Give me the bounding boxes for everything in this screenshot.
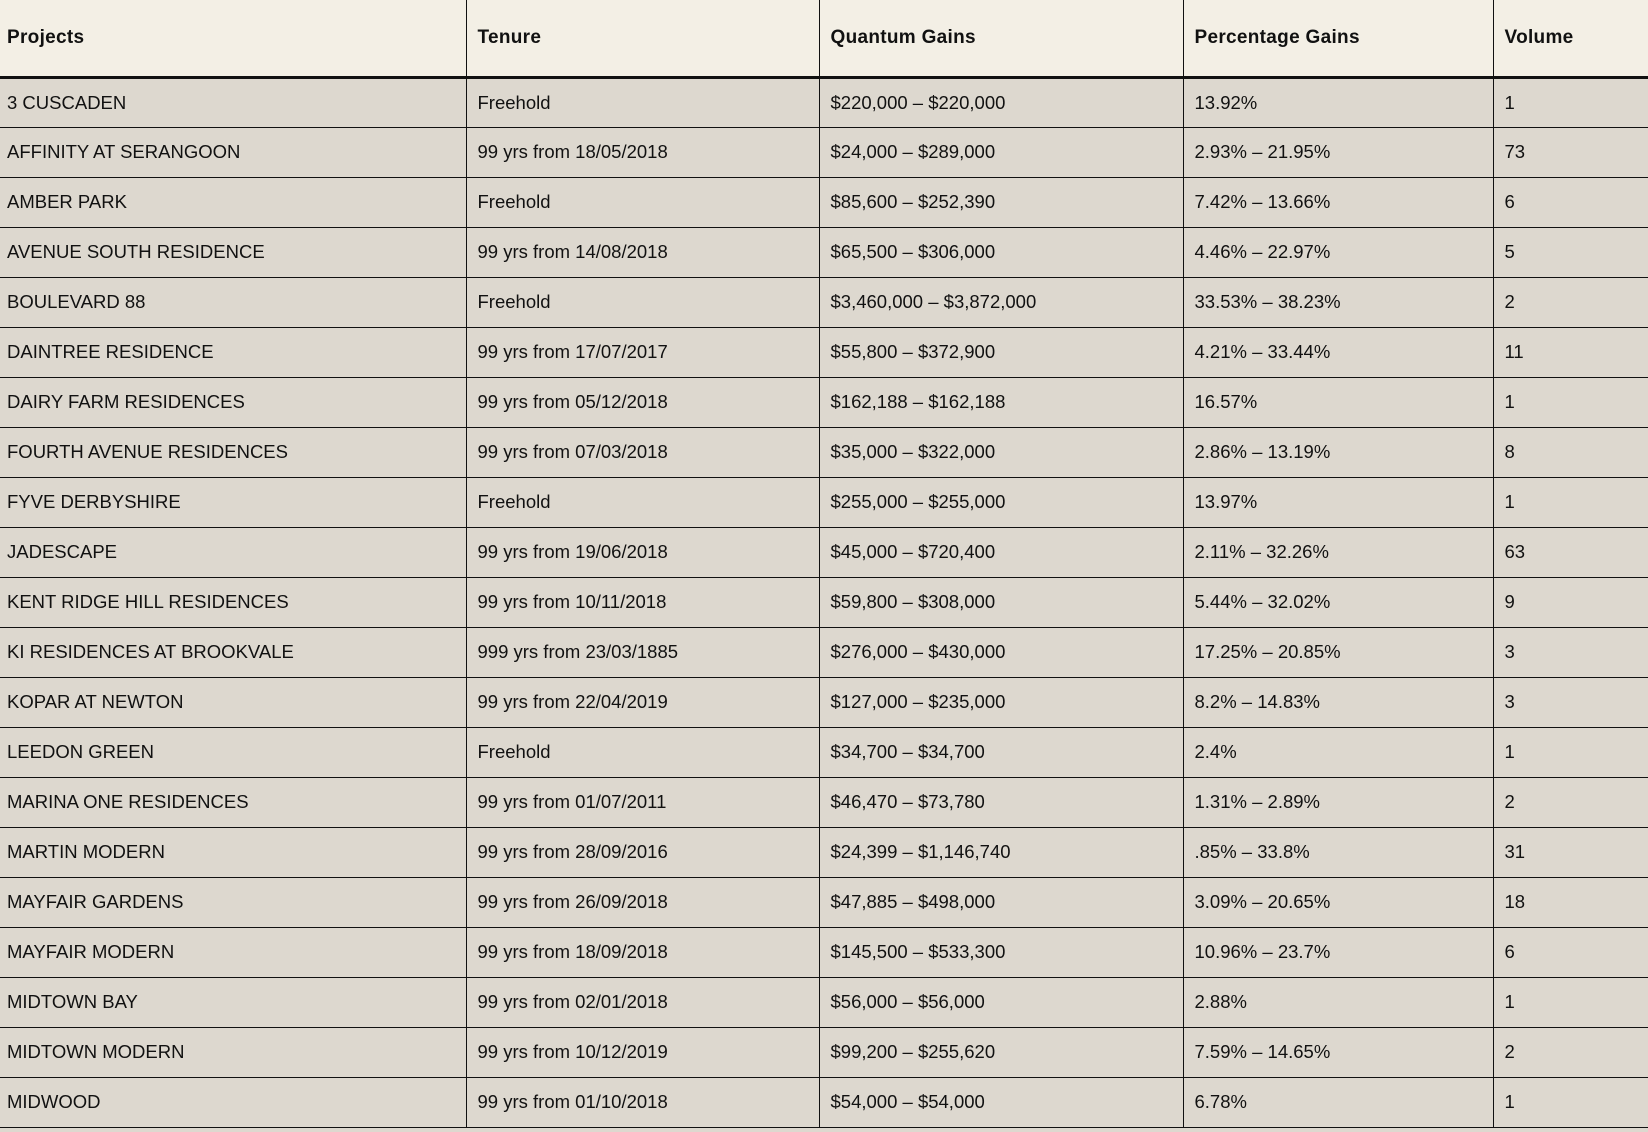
table-row — [0, 777, 1648, 827]
tenure-cell: 99 yrs from 18/05/2018 — [466, 127, 819, 177]
percentage-gains-cell: 10.96% – 23.7% — [1183, 927, 1493, 977]
project-cell: MIDTOWN MODERN — [0, 1027, 466, 1077]
volume-cell: 1 — [1493, 1077, 1648, 1127]
column-header-percentage-gains[interactable]: Percentage Gains — [1183, 0, 1493, 77]
volume-cell: 2 — [1493, 1027, 1648, 1077]
volume-cell: 2 — [1493, 777, 1648, 827]
quantum-gains-cell: $99,200 – $255,620 — [819, 1027, 1183, 1077]
project-cell: MARTIN MODERN — [0, 827, 466, 877]
volume-cell: 6 — [1493, 927, 1648, 977]
tenure-cell: 99 yrs from 10/12/2019 — [466, 1027, 819, 1077]
project-cell: MAYFAIR GARDENS — [0, 877, 466, 927]
percentage-gains-cell: 3.09% – 20.65% — [1183, 877, 1493, 927]
volume-cell: 3 — [1493, 627, 1648, 677]
percentage-gains-cell: 2.86% – 13.19% — [1183, 427, 1493, 477]
project-cell: DAINTREE RESIDENCE — [0, 327, 466, 377]
percentage-gains-cell: 5.44% – 32.02% — [1183, 577, 1493, 627]
table-row — [0, 227, 1648, 277]
volume-cell: 1 — [1493, 477, 1648, 527]
table-row — [0, 727, 1648, 777]
quantum-gains-cell: $162,188 – $162,188 — [819, 377, 1183, 427]
volume-cell: 8 — [1493, 427, 1648, 477]
quantum-gains-cell: $24,399 – $1,146,740 — [819, 827, 1183, 877]
table-row — [0, 177, 1648, 227]
percentage-gains-cell: 2.11% – 32.26% — [1183, 527, 1493, 577]
project-cell: JADESCAPE — [0, 527, 466, 577]
table-row — [0, 427, 1648, 477]
table-row — [0, 877, 1648, 927]
table-row — [0, 677, 1648, 727]
volume-cell: 1 — [1493, 77, 1648, 127]
tenure-cell: 999 yrs from 23/03/1885 — [466, 627, 819, 677]
tenure-cell: 99 yrs from 28/09/2016 — [466, 827, 819, 877]
project-cell: FYVE DERBYSHIRE — [0, 477, 466, 527]
project-cell: MARINA ONE RESIDENCES — [0, 777, 466, 827]
percentage-gains-cell: .85% – 33.8% — [1183, 827, 1493, 877]
tenure-cell: Freehold — [466, 727, 819, 777]
percentage-gains-cell: 13.97% — [1183, 477, 1493, 527]
tenure-cell: Freehold — [466, 477, 819, 527]
tenure-cell: 99 yrs from 01/07/2011 — [466, 777, 819, 827]
project-cell: AMBER PARK — [0, 177, 466, 227]
quantum-gains-cell: $220,000 – $220,000 — [819, 77, 1183, 127]
project-cell: LEEDON GREEN — [0, 727, 466, 777]
quantum-gains-cell: $46,470 – $73,780 — [819, 777, 1183, 827]
table-row — [0, 1027, 1648, 1077]
table-row — [0, 127, 1648, 177]
volume-cell: 63 — [1493, 527, 1648, 577]
table-row — [0, 277, 1648, 327]
percentage-gains-cell: 13.92% — [1183, 77, 1493, 127]
volume-cell: 3 — [1493, 677, 1648, 727]
quantum-gains-cell: $127,000 – $235,000 — [819, 677, 1183, 727]
percentage-gains-cell: 4.46% – 22.97% — [1183, 227, 1493, 277]
quantum-gains-cell: $54,000 – $54,000 — [819, 1077, 1183, 1127]
tenure-cell: 99 yrs from 10/11/2018 — [466, 577, 819, 627]
percentage-gains-cell: 17.25% – 20.85% — [1183, 627, 1493, 677]
project-cell: AVENUE SOUTH RESIDENCE — [0, 227, 466, 277]
percentage-gains-cell: 1.31% – 2.89% — [1183, 777, 1493, 827]
table-row — [0, 927, 1648, 977]
column-header-projects[interactable]: Projects — [0, 0, 466, 77]
project-cell: KOPAR AT NEWTON — [0, 677, 466, 727]
quantum-gains-cell: $276,000 – $430,000 — [819, 627, 1183, 677]
project-cell: AFFINITY AT SERANGOON — [0, 127, 466, 177]
project-cell: BOULEVARD 88 — [0, 277, 466, 327]
quantum-gains-cell: $85,600 – $252,390 — [819, 177, 1183, 227]
volume-cell: 1 — [1493, 377, 1648, 427]
project-cell: KENT RIDGE HILL RESIDENCES — [0, 577, 466, 627]
project-cell: 3 CUSCADEN — [0, 77, 466, 127]
volume-cell: 11 — [1493, 327, 1648, 377]
percentage-gains-cell: 2.88% — [1183, 977, 1493, 1027]
tenure-cell: 99 yrs from 05/12/2018 — [466, 377, 819, 427]
percentage-gains-cell: 7.59% – 14.65% — [1183, 1027, 1493, 1077]
quantum-gains-cell: $45,000 – $720,400 — [819, 527, 1183, 577]
table-row — [0, 977, 1648, 1027]
tenure-cell: Freehold — [466, 277, 819, 327]
quantum-gains-cell: $35,000 – $322,000 — [819, 427, 1183, 477]
table-row — [0, 477, 1648, 527]
header-row — [0, 0, 1648, 77]
tenure-cell: 99 yrs from 17/07/2017 — [466, 327, 819, 377]
table-body — [0, 77, 1648, 1127]
table-header — [0, 0, 1648, 77]
volume-cell: 18 — [1493, 877, 1648, 927]
tenure-cell: 99 yrs from 22/04/2019 — [466, 677, 819, 727]
percentage-gains-cell: 6.78% — [1183, 1077, 1493, 1127]
project-cell: KI RESIDENCES AT BROOKVALE — [0, 627, 466, 677]
percentage-gains-cell: 4.21% – 33.44% — [1183, 327, 1493, 377]
column-header-volume[interactable]: Volume — [1493, 0, 1648, 77]
table-row — [0, 77, 1648, 127]
quantum-gains-cell: $145,500 – $533,300 — [819, 927, 1183, 977]
volume-cell: 6 — [1493, 177, 1648, 227]
tenure-cell: 99 yrs from 26/09/2018 — [466, 877, 819, 927]
project-cell: FOURTH AVENUE RESIDENCES — [0, 427, 466, 477]
table-row — [0, 627, 1648, 677]
tenure-cell: 99 yrs from 07/03/2018 — [466, 427, 819, 477]
project-cell: MIDWOOD — [0, 1077, 466, 1127]
project-cell: DAIRY FARM RESIDENCES — [0, 377, 466, 427]
quantum-gains-cell: $3,460,000 – $3,872,000 — [819, 277, 1183, 327]
table-row — [0, 527, 1648, 577]
project-cell: MAYFAIR MODERN — [0, 927, 466, 977]
tenure-cell: 99 yrs from 19/06/2018 — [466, 527, 819, 577]
quantum-gains-cell: $34,700 – $34,700 — [819, 727, 1183, 777]
tenure-cell: 99 yrs from 01/10/2018 — [466, 1077, 819, 1127]
percentage-gains-cell: 33.53% – 38.23% — [1183, 277, 1493, 327]
volume-cell: 1 — [1493, 727, 1648, 777]
volume-cell: 9 — [1493, 577, 1648, 627]
percentage-gains-cell: 8.2% – 14.83% — [1183, 677, 1493, 727]
quantum-gains-cell: $65,500 – $306,000 — [819, 227, 1183, 277]
quantum-gains-cell: $59,800 – $308,000 — [819, 577, 1183, 627]
tenure-cell: Freehold — [466, 77, 819, 127]
table-row — [0, 827, 1648, 877]
volume-cell: 2 — [1493, 277, 1648, 327]
quantum-gains-cell: $255,000 – $255,000 — [819, 477, 1183, 527]
column-header-quantum-gains[interactable]: Quantum Gains — [819, 0, 1183, 77]
tenure-cell: 99 yrs from 02/01/2018 — [466, 977, 819, 1027]
volume-cell: 31 — [1493, 827, 1648, 877]
quantum-gains-cell: $24,000 – $289,000 — [819, 127, 1183, 177]
percentage-gains-cell: 16.57% — [1183, 377, 1493, 427]
column-header-tenure[interactable]: Tenure — [466, 0, 819, 77]
percentage-gains-cell: 2.93% – 21.95% — [1183, 127, 1493, 177]
quantum-gains-cell: $56,000 – $56,000 — [819, 977, 1183, 1027]
table-row — [0, 577, 1648, 627]
quantum-gains-cell: $47,885 – $498,000 — [819, 877, 1183, 927]
tenure-cell: Freehold — [466, 177, 819, 227]
table-row — [0, 377, 1648, 427]
table-row — [0, 1077, 1648, 1127]
percentage-gains-cell: 7.42% – 13.66% — [1183, 177, 1493, 227]
project-cell: MIDTOWN BAY — [0, 977, 466, 1027]
tenure-cell: 99 yrs from 18/09/2018 — [466, 927, 819, 977]
tenure-cell: 99 yrs from 14/08/2018 — [466, 227, 819, 277]
percentage-gains-cell: 2.4% — [1183, 727, 1493, 777]
quantum-gains-cell: $55,800 – $372,900 — [819, 327, 1183, 377]
volume-cell: 1 — [1493, 977, 1648, 1027]
volume-cell: 5 — [1493, 227, 1648, 277]
volume-cell: 73 — [1493, 127, 1648, 177]
table-row — [0, 327, 1648, 377]
